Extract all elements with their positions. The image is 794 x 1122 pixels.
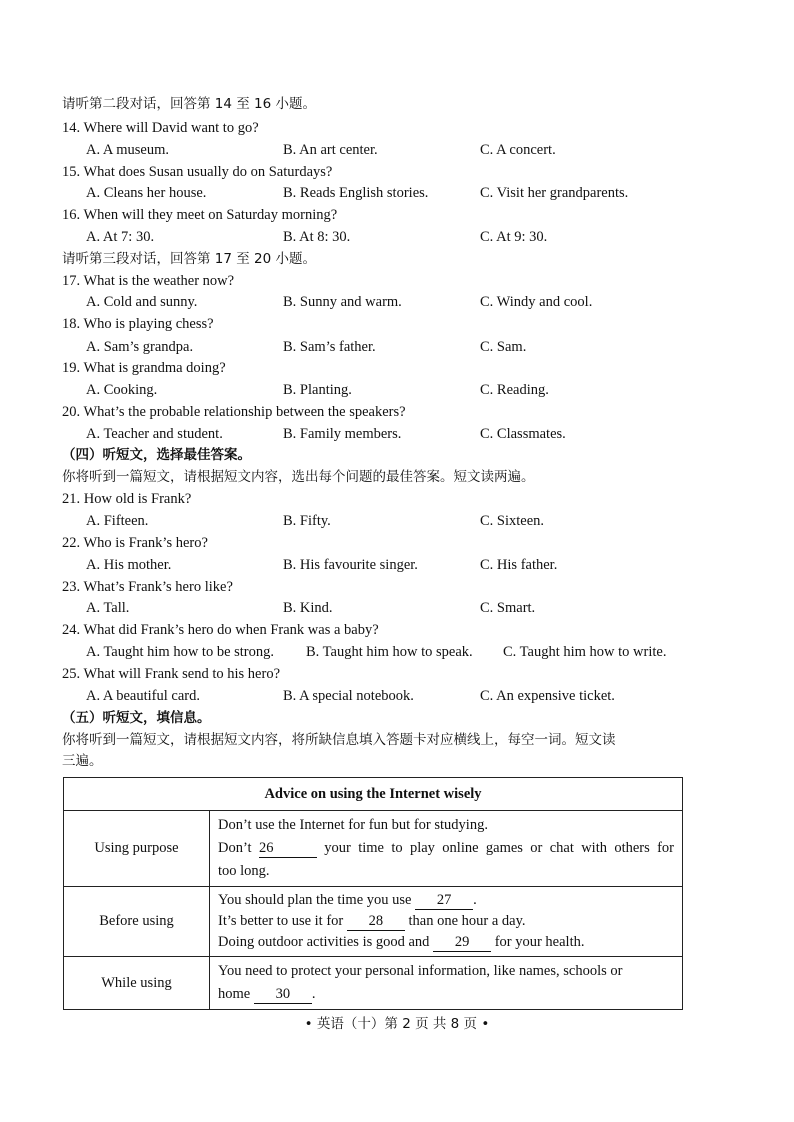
q16-option-c: C. At 9: 30. (480, 229, 548, 245)
table-row-while-using (64, 957, 683, 1010)
question-19: 19. What is grandma doing? (62, 360, 226, 376)
q17-option-c: C. Windy and cool. (480, 294, 593, 310)
row-label-while-using: While using (64, 957, 210, 1010)
q19-option-b: B. Planting. (283, 382, 352, 398)
blank-30: 30 (254, 985, 312, 1004)
q20-option-b: B. Family members. (283, 426, 402, 442)
blank-29: 29 (433, 933, 491, 952)
while-line2-pre: home (218, 986, 251, 1002)
purpose-line2 (218, 837, 674, 860)
page-footer: • 英语（十）第 2 页 共 8 页 • (304, 1016, 490, 1032)
q23-option-b: B. Kind. (283, 600, 333, 616)
q24-option-c: C. Taught him how to write. (503, 644, 667, 660)
purpose-line3: too long. (218, 863, 270, 879)
question-16: 16. When will they meet on Saturday morning? (62, 207, 338, 223)
q17-option-a: A. Cold and sunny. (86, 294, 198, 310)
part5-instruction-line1: 你将听到一篇短文，请根据短文内容，将所缺信息填入答题卡对应横线上，每空一词。短文读 (62, 732, 616, 748)
q14-option-c: C. A concert. (480, 142, 556, 158)
before-line3-pre: Doing outdoor activities is good and (218, 934, 430, 950)
table-row-using-purpose (64, 811, 683, 887)
question-18: 18. Who is playing chess? (62, 316, 214, 332)
q18-option-c: C. Sam. (480, 339, 527, 355)
while-line2 (218, 983, 674, 1006)
q20-option-a: A. Teacher and student. (86, 426, 223, 442)
q24-option-a: A. Taught him how to be strong. (86, 644, 275, 660)
row-content-using-purpose (210, 811, 683, 887)
question-21: 21. How old is Frank? (62, 491, 192, 507)
q23-option-a: A. Tall. (86, 600, 130, 616)
q14-option-b: B. An art center. (283, 142, 378, 158)
question-20: 20. What’s the probable relationship between the speakers? (62, 404, 406, 420)
before-line1-pre: You should plan the time you use (218, 892, 412, 908)
q21-option-a: A. Fifteen. (86, 513, 149, 529)
row-label-using-purpose: Using purpose (64, 811, 210, 887)
question-14: 14. Where will David want to go? (62, 120, 259, 136)
before-line2 (218, 911, 674, 932)
question-25: 25. What will Frank send to his hero? (62, 666, 281, 682)
table-row-before-using (64, 887, 683, 957)
q19-option-c: C. Reading. (480, 382, 549, 398)
question-23: 23. What’s Frank’s hero like? (62, 579, 233, 595)
q21-option-c: C. Sixteen. (480, 513, 545, 529)
while-line1: You need to protect your personal information, like names, schools or (218, 963, 623, 979)
q24-option-b: B. Taught him how to speak. (306, 644, 473, 660)
q18-option-a: A. Sam’s grandpa. (86, 339, 194, 355)
q22-option-b: B. His favourite singer. (283, 557, 418, 573)
before-line3 (218, 932, 674, 953)
before-line1 (218, 890, 674, 911)
q18-option-b: B. Sam’s father. (283, 339, 376, 355)
q25-option-b: B. A special notebook. (283, 688, 414, 704)
question-24: 24. What did Frank’s hero do when Frank was a baby? (62, 622, 379, 638)
q15-option-a: A. Cleans her house. (86, 185, 207, 201)
q20-option-c: C. Classmates. (480, 426, 566, 442)
row-label-before-using: Before using (64, 887, 210, 957)
row-content-before-using (210, 887, 683, 957)
q19-option-a: A. Cooking. (86, 382, 158, 398)
q16-option-a: A. At 7: 30. (86, 229, 155, 245)
row-content-while-using (210, 957, 683, 1010)
question-17: 17. What is the weather now? (62, 273, 235, 289)
q15-option-b: B. Reads English stories. (283, 185, 429, 201)
q25-option-c: C. An expensive ticket. (480, 688, 615, 704)
before-line3-post: for your health. (494, 934, 585, 950)
purpose-line2-post: your time to play online games or chat with others for (324, 840, 675, 856)
while-line2-post: . (311, 986, 316, 1002)
table-title: Advice on using the Internet wisely (64, 778, 683, 811)
part4-heading: （四）听短文，选择最佳答案。 (62, 447, 251, 463)
purpose-line2-pre: Don’t (218, 840, 252, 856)
advice-table (63, 777, 683, 1010)
q15-option-c: C. Visit her grandparents. (480, 185, 629, 201)
q16-option-b: B. At 8: 30. (283, 229, 351, 245)
section3-intro: 请听第三段对话，回答第 17 至 20 小题。 (62, 251, 317, 267)
q17-option-b: B. Sunny and warm. (283, 294, 402, 310)
q25-option-a: A. A beautiful card. (86, 688, 200, 704)
before-line2-pre: It’s better to use it for (218, 913, 344, 929)
section2-intro: 请听第二段对话，回答第 14 至 16 小题。 (62, 96, 317, 112)
blank-26: 26 (259, 839, 317, 858)
question-15: 15. What does Susan usually do on Saturdays? (62, 164, 333, 180)
q22-option-a: A. His mother. (86, 557, 172, 573)
q22-option-c: C. His father. (480, 557, 558, 573)
before-line1-post: . (473, 892, 477, 908)
part5-heading: （五）听短文，填信息。 (62, 710, 211, 726)
q21-option-b: B. Fifty. (283, 513, 331, 529)
purpose-line1: Don’t use the Internet for fun but for studying. (218, 817, 488, 833)
blank-27: 27 (415, 891, 473, 910)
question-22: 22. Who is Frank’s hero? (62, 535, 208, 551)
q23-option-c: C. Smart. (480, 600, 536, 616)
part4-instruction: 你将听到一篇短文，请根据短文内容，选出每个问题的最佳答案。短文读两遍。 (62, 469, 535, 485)
blank-28: 28 (347, 912, 405, 931)
before-line2-post: than one hour a day. (408, 913, 526, 929)
q14-option-a: A. A museum. (86, 142, 169, 158)
part5-instruction-line2: 三遍。 (62, 753, 103, 769)
